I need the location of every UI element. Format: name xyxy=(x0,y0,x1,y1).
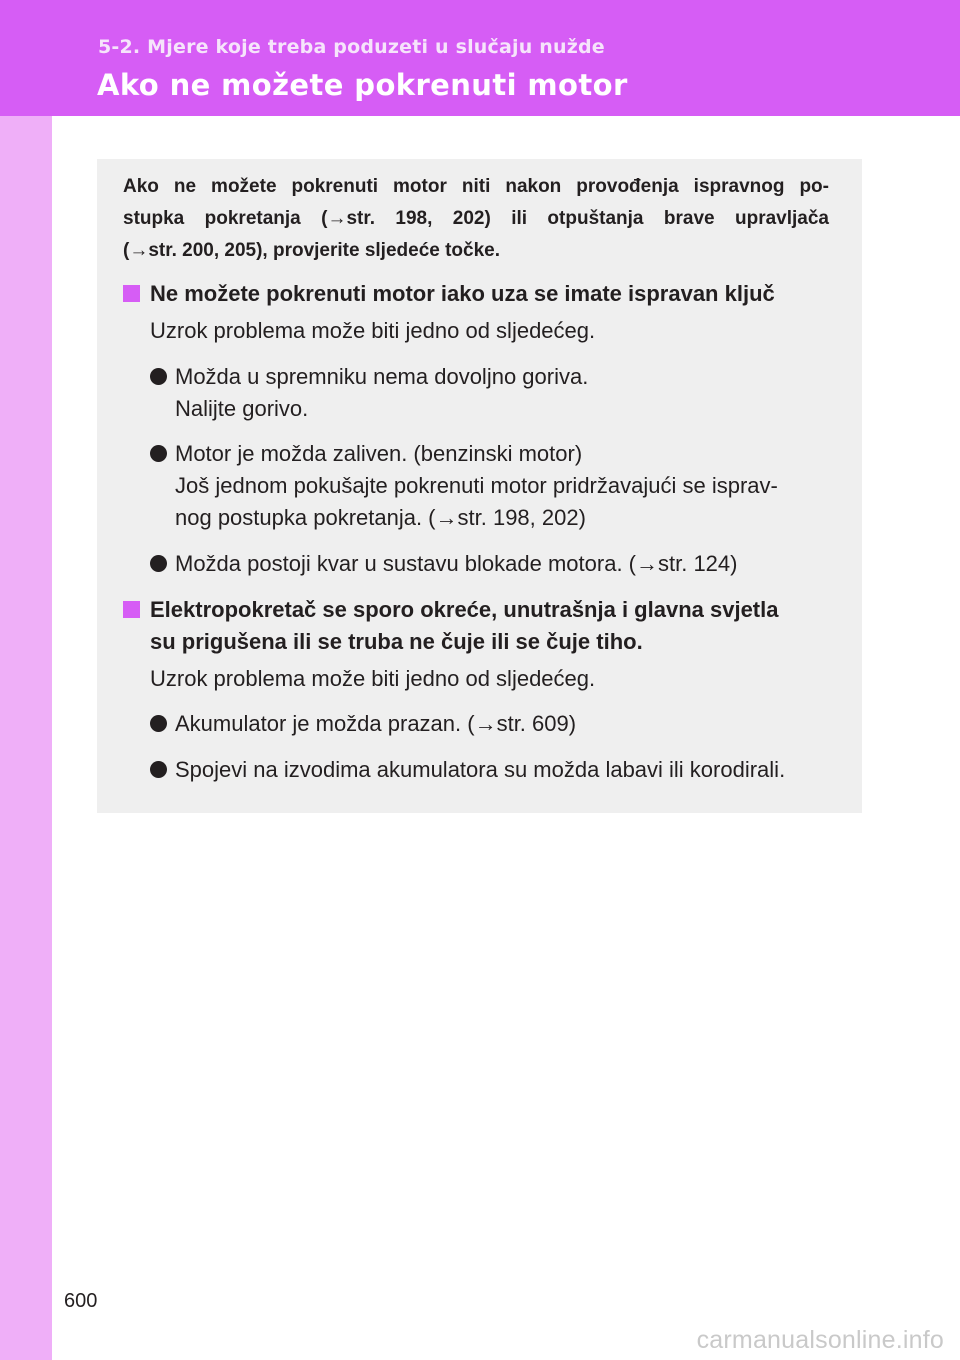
intro-line: Ako ne možete pokrenuti motor niti nakon provođenja ispravnog po- xyxy=(123,176,829,197)
watermark: carmanualsonline.info xyxy=(696,1326,944,1354)
square-bullet-icon xyxy=(123,285,140,302)
square-bullet-icon xyxy=(123,601,140,618)
cause-text: Uzrok problema može biti jedno od sljedećeg. xyxy=(150,666,596,691)
intro-line: stupka pokretanja (→str. 198, 202) ili otpuštanja brave upravljača xyxy=(123,208,829,229)
round-bullet-icon xyxy=(150,368,167,385)
round-bullet-icon xyxy=(150,715,167,732)
round-bullet-icon xyxy=(150,761,167,778)
intro-text xyxy=(123,171,829,267)
section-label: 5-2. Mjere koje treba poduzeti u slučaju nužde xyxy=(98,36,605,58)
side-tab-strip xyxy=(0,116,52,1360)
page-title: Ako ne možete pokrenuti motor xyxy=(97,68,628,102)
round-bullet-icon xyxy=(150,445,167,462)
page-number: 600 xyxy=(64,1290,98,1312)
intro-line: (→str. 200, 205), provjerite sljedeće točke. xyxy=(123,240,501,261)
chapter-header xyxy=(0,0,960,116)
cause-text: Uzrok problema može biti jedno od sljedećeg. xyxy=(150,318,596,343)
round-bullet-icon xyxy=(150,555,167,572)
